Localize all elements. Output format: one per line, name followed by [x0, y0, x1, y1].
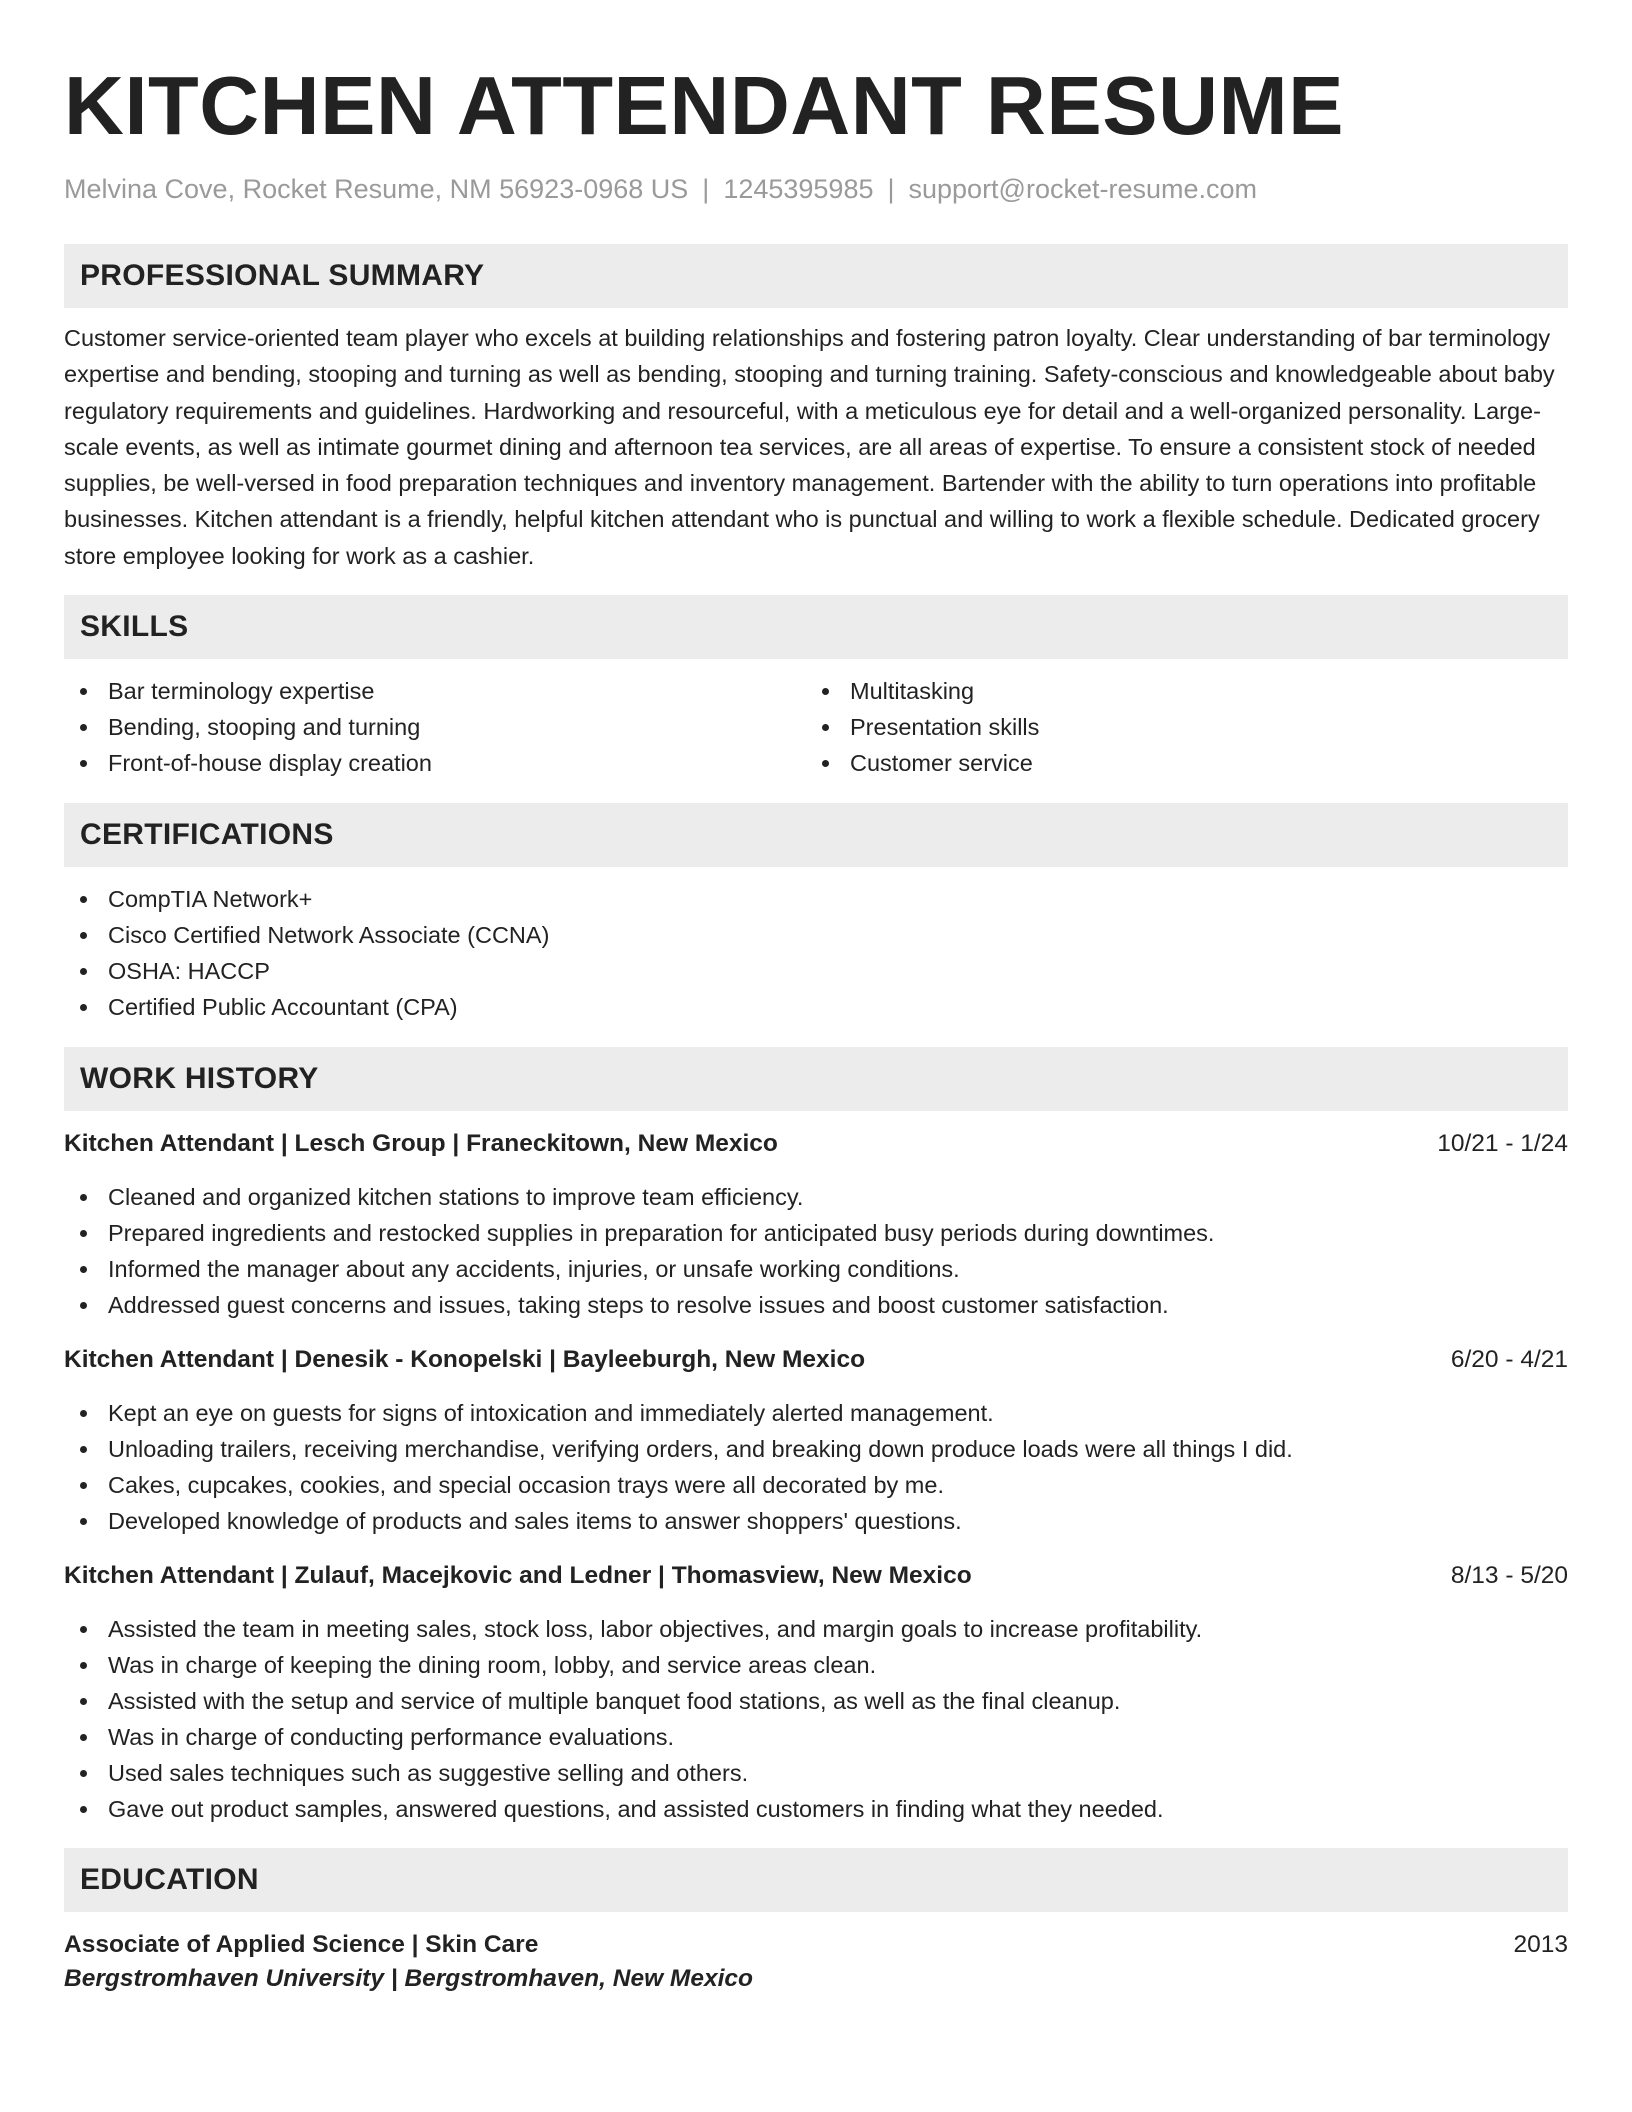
- job-dates: 6/20 - 4/21: [1450, 1346, 1568, 1374]
- job-header: [64, 1559, 1568, 1593]
- job-bullets: [64, 1179, 1568, 1323]
- job-bullet: Used sales techniques such as suggestive selling and others.: [64, 1755, 1568, 1791]
- skill-item: Presentation skills: [806, 709, 1548, 745]
- job-title: Kitchen Attendant | Denesik - Konopelski | Bayleeburgh, New Mexico: [64, 1346, 866, 1374]
- job-bullets: [64, 1611, 1568, 1827]
- job-bullets: [64, 1395, 1568, 1539]
- job-dates: 10/21 - 1/24: [1437, 1130, 1568, 1158]
- job-title: Kitchen Attendant | Zulauf, Macejkovic and Ledner | Thomasview, New Mexico: [64, 1562, 972, 1590]
- certification-item: Certified Public Accountant (CPA): [64, 989, 1568, 1025]
- skill-item: Bar terminology expertise: [64, 673, 806, 709]
- job-bullet: Assisted with the setup and service of multiple banquet food stations, as well as the final cleanup.: [64, 1683, 1568, 1719]
- job-bullet: Cakes, cupcakes, cookies, and special occasion trays were all decorated by me.: [64, 1467, 1568, 1503]
- job-bullet: Unloading trailers, receiving merchandise, verifying orders, and breaking down produce loads were all things I did.: [64, 1431, 1568, 1467]
- contact-address: Melvina Cove, Rocket Resume, NM 56923-0968 US: [64, 174, 689, 204]
- job-bullet: Kept an eye on guests for signs of intoxication and immediately alerted management.: [64, 1395, 1568, 1431]
- section-header-summary: PROFESSIONAL SUMMARY: [64, 244, 1568, 308]
- certification-item: OSHA: HACCP: [64, 953, 1568, 989]
- contact-separator: |: [702, 174, 710, 204]
- section-header-education: EDUCATION: [64, 1848, 1568, 1912]
- resume-title: KITCHEN ATTENDANT RESUME: [64, 59, 1345, 152]
- contact-phone: 1245395985: [723, 174, 874, 204]
- job-bullet: Informed the manager about any accidents, injuries, or unsafe working conditions.: [64, 1251, 1568, 1287]
- skill-item: Front-of-house display creation: [64, 745, 806, 781]
- certification-item: Cisco Certified Network Associate (CCNA): [64, 917, 1568, 953]
- job-bullet: Developed knowledge of products and sales items to answer shoppers' questions.: [64, 1503, 1568, 1539]
- education-entry: [64, 1928, 1568, 1996]
- education-degree: Associate of Applied Science | Skin Care: [64, 1931, 539, 1959]
- job-bullet: Addressed guest concerns and issues, taking steps to resolve issues and boost customer satisfaction.: [64, 1287, 1568, 1323]
- job-bullet: Was in charge of conducting performance evaluations.: [64, 1719, 1568, 1755]
- job-bullet: Was in charge of keeping the dining room, lobby, and service areas clean.: [64, 1647, 1568, 1683]
- skill-item: Multitasking: [806, 673, 1548, 709]
- skills-list: [64, 673, 1568, 781]
- contact-email: support@rocket-resume.com: [908, 174, 1258, 204]
- job-bullet: Prepared ingredients and restocked supplies in preparation for anticipated busy periods during downtimes.: [64, 1215, 1568, 1251]
- skill-item: Customer service: [806, 745, 1548, 781]
- skill-item: Bending, stooping and turning: [64, 709, 806, 745]
- job-bullet: Assisted the team in meeting sales, stock loss, labor objectives, and margin goals to increase profitability.: [64, 1611, 1568, 1647]
- contact-separator: |: [887, 174, 895, 204]
- skills-column-left: [64, 673, 806, 781]
- certification-item: CompTIA Network+: [64, 881, 1568, 917]
- skills-column-right: [806, 673, 1548, 781]
- job-header: [64, 1343, 1568, 1377]
- job-bullet: Cleaned and organized kitchen stations to improve team efficiency.: [64, 1179, 1568, 1215]
- summary-text: Customer service-oriented team player who excels at building relationships and fostering patron loyalty. Clear understanding of bar terminology expertise and bending, stooping and turning as well as bending, stooping and turning training. Safety-conscious and knowledgeable about baby regulatory requirements and guidelines. Hardworking and resourceful, with a meticulous eye for detail and a well-organized personality. Large-scale events, as well as intimate gourmet dining and afternoon tea services, are all areas of expertise. To ensure a consistent stock of needed supplies, be well-versed in food preparation techniques and inventory management. Bartender with the ability to turn operations into profitable businesses. Kitchen attendant is a friendly, helpful kitchen attendant who is punctual and willing to work a flexible schedule. Dedicated grocery store employee looking for work as a cashier.: [64, 325, 1555, 569]
- certifications-list: [64, 881, 1568, 1025]
- section-header-work-history: WORK HISTORY: [64, 1047, 1568, 1111]
- job-header: [64, 1127, 1568, 1161]
- education-school: Bergstromhaven University | Bergstromhaven, New Mexico: [64, 1965, 753, 1993]
- job-dates: 8/13 - 5/20: [1450, 1562, 1568, 1590]
- job-bullet: Gave out product samples, answered questions, and assisted customers in finding what they needed.: [64, 1791, 1568, 1827]
- section-header-skills: SKILLS: [64, 595, 1568, 659]
- education-header: [64, 1928, 1568, 1962]
- job-entry: [64, 1127, 1568, 1323]
- education-year: 2013: [1513, 1931, 1568, 1959]
- job-title: Kitchen Attendant | Lesch Group | Franeckitown, New Mexico: [64, 1130, 778, 1158]
- job-entry: [64, 1343, 1568, 1539]
- section-header-certifications: CERTIFICATIONS: [64, 803, 1568, 867]
- job-entry: [64, 1559, 1568, 1827]
- contact-line: [64, 172, 1568, 206]
